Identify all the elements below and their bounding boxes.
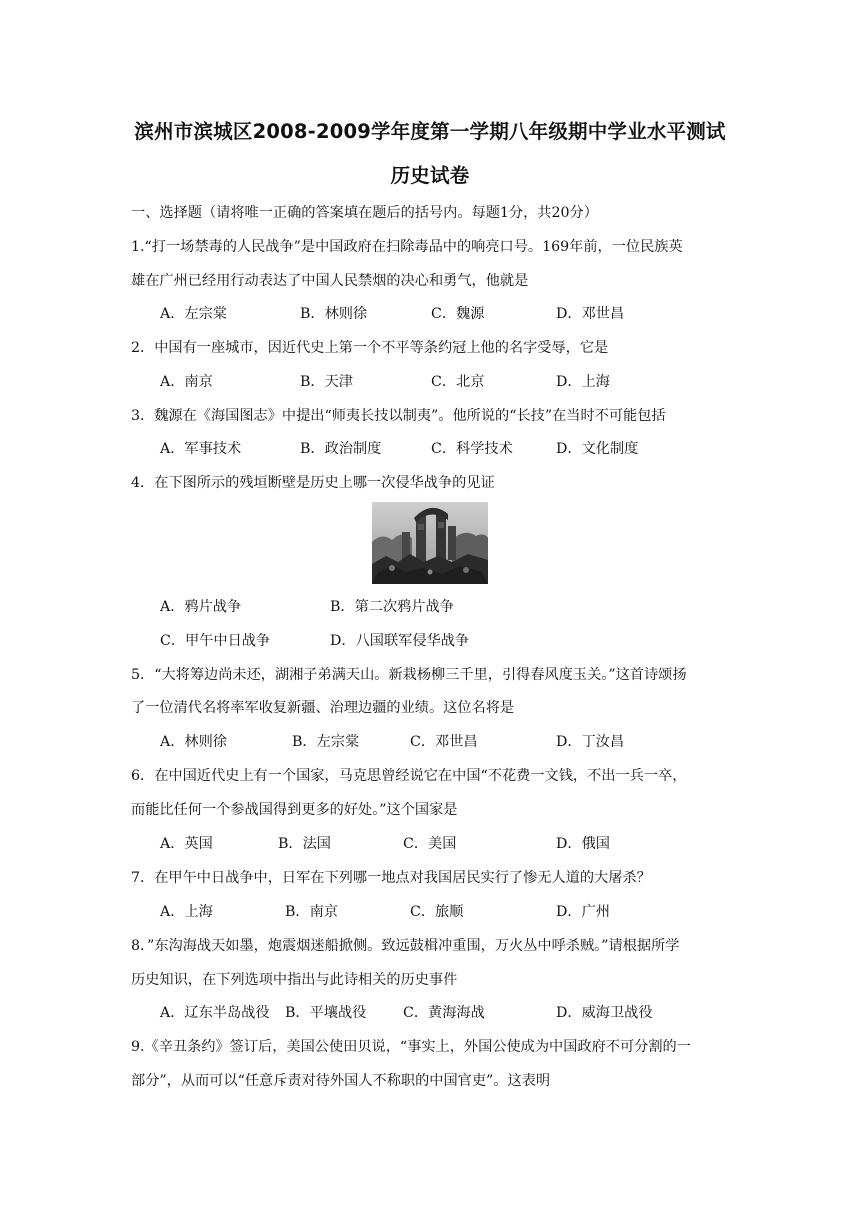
question-5-option-c: C．邓世昌 [410,734,478,750]
question-5-line-1: 5．“大将筹边尚未还，湖湘子弟满天山。新栽杨柳三千里，引得春风度玉关。”这首诗颂扬 [131,667,687,683]
question-4-option-b: B．第二次鸦片战争 [330,599,454,615]
question-4-option-a: A．鸦片战争 [160,599,242,615]
question-3-option-d: D．文化制度 [556,441,639,457]
question-6-line-2: 而能比任何一个参战国得到更多的好处。”这个国家是 [131,802,458,818]
question-8-line-1: 8．”东沟海战天如墨，炮震烟迷船掀侧。致远鼓楫冲重围，万火丛中呼杀贼。”请根据所学 [131,938,680,954]
question-8-option-c: C．黄海海战 [403,1005,485,1021]
question-2-option-c: C．北京 [431,374,485,390]
question-2-option-a: A．南京 [160,374,213,390]
question-6-option-b: B．法国 [278,836,331,852]
question-4-option-d: D．八国联军侵华战争 [330,633,470,649]
question-1-option-d: D．邓世昌 [556,306,625,322]
question-5-option-b: B．左宗棠 [292,734,360,750]
question-7-option-b: B．南京 [285,904,338,920]
exam-subtitle: 历史试卷 [390,164,470,187]
question-5-option-a: A．林则徐 [160,734,227,750]
question-3-line-1: 3．魏源在《海国图志》中提出“师夷长技以制夷”。他所说的“长技”在当时不可能包括 [131,408,666,424]
ruins-photo-graphic [372,502,488,584]
question-2-option-b: B．天津 [300,374,353,390]
question-9-line-1: 9.《辛丑条约》签订后，美国公使田贝说，“事实上，外国公使成为中国政府不可分割的一 [131,1039,691,1055]
question-7-option-d: D．广州 [556,904,610,920]
question-8-option-b: B．平壤战役 [285,1005,367,1021]
question-7-line-1: 7．在甲午中日战争中，日军在下列哪一地点对我国居民实行了惨无人道的大屠杀？ [131,870,651,886]
question-7-option-a: A．上海 [160,904,213,920]
question-6-option-c: C．美国 [403,836,457,852]
question-1-option-a: A．左宗棠 [160,306,227,322]
question-3-option-a: A．军事技术 [160,441,242,457]
question-4-option-c: C．甲午中日战争 [160,633,271,649]
question-8-option-d: D．威海卫战役 [556,1005,653,1021]
question-6-option-a: A．英国 [160,836,213,852]
question-2-option-d: D．上海 [556,374,610,390]
question-3-option-c: C．科学技术 [431,441,513,457]
question-4-line-1: 4．在下图所示的残垣断壁是历史上哪一次侵华战争的见证 [131,475,495,491]
question-8-option-a: A．辽东半岛战役 [160,1005,270,1021]
question-3-option-b: B．政治制度 [300,441,382,457]
question-6-option-d: D．俄国 [556,836,610,852]
question-1-option-b: B．林则徐 [300,306,368,322]
question-9-line-2: 部分”，从而可以“任意斥责对待外国人不称职的中国官吏”。这表明 [131,1073,551,1089]
question-6-line-1: 6．在中国近代史上有一个国家，马克思曾经说它在中国“不花费一文钱，不出一兵一卒， [131,768,687,784]
question-8-line-2: 历史知识，在下列选项中指出与此诗相关的历史事件 [131,972,458,988]
question-1-line-1: 1.“打一场禁毒的人民战争”是中国政府在扫除毒品中的响亮口号。169年前，一位民族英 [131,239,683,255]
section-heading: 一、选择题（请将唯一正确的答案填在题后的括号内。每题1分，共20分） [131,205,598,221]
question-2-line-1: 2．中国有一座城市，因近代史上第一个不平等条约冠上他的名字受辱，它是 [131,340,609,356]
question-1-option-c: C．魏源 [431,306,485,322]
question-7-option-c: C．旅顺 [410,904,464,920]
question-5-line-2: 了一位清代名将率军收复新疆、治理边疆的业绩。这位名将是 [131,700,515,716]
exam-title: 滨州市滨城区2008-2009学年度第一学期八年级期中学业水平测试 [134,120,726,143]
question-5-option-d: D．丁汝昌 [556,734,625,750]
ruins-photo [372,502,488,584]
question-1-line-2: 雄在广州已经用行动表达了中国人民禁烟的决心和勇气，他就是 [131,273,529,289]
